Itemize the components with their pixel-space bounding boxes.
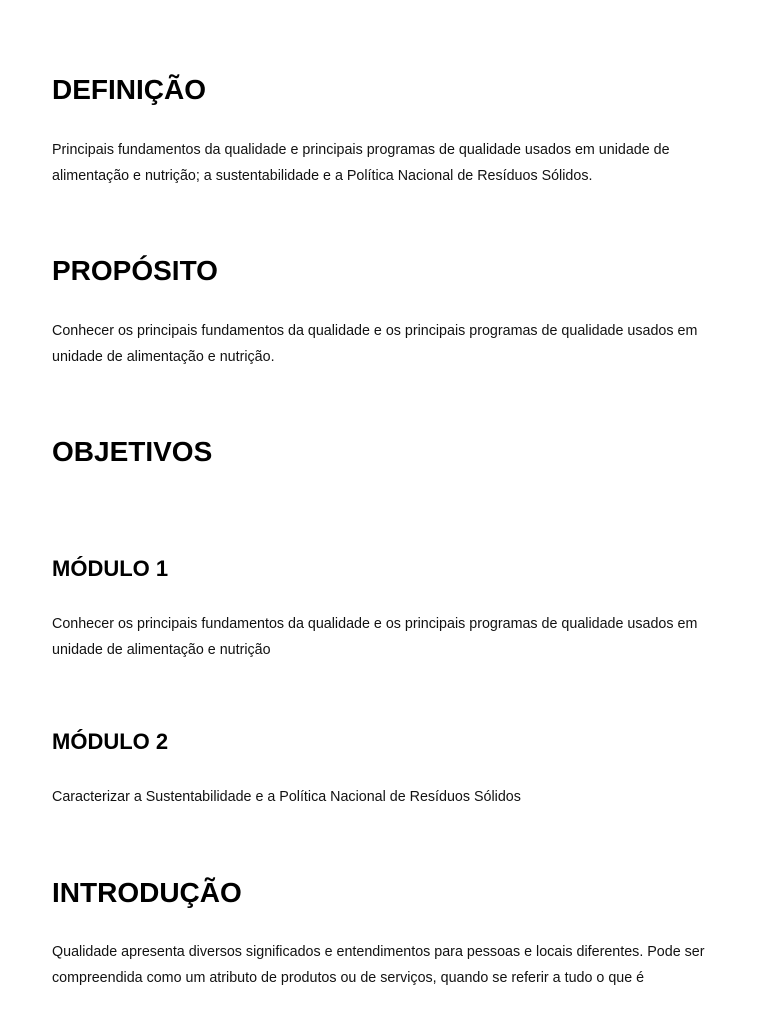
heading-definicao: DEFINIÇÃO bbox=[52, 74, 206, 105]
paragraph-modulo-2: Caracterizar a Sustentabilidade e a Política Nacional de Resíduos Sólidos bbox=[52, 789, 521, 805]
heading-objetivos: OBJETIVOS bbox=[52, 436, 213, 467]
paragraph-proposito: Conhecer os principais fundamentos da qualidade e os principais programas de qualidade usados em unidade de alimentação e nutrição. bbox=[52, 323, 698, 365]
paragraph-introducao: Qualidade apresenta diversos significados e entendimentos para pessoas e locais diferentes. Pode ser compreendida como um atributo de produtos ou de serviços, quando se referir a tudo o que é bbox=[52, 944, 705, 986]
paragraph-modulo-1: Conhecer os principais fundamentos da qualidade e os principais programas de qualidade usados em unidade de alimentação e nutrição bbox=[52, 616, 698, 658]
heading-modulo-2: MÓDULO 2 bbox=[52, 729, 169, 754]
heading-introducao: INTRODUÇÃO bbox=[52, 877, 242, 908]
paragraph-definicao: Principais fundamentos da qualidade e principais programas de qualidade usados em unidade de alimentação e nutrição; a sustentabilidade e a Política Nacional de Resíduos Sólidos. bbox=[52, 142, 670, 184]
heading-proposito: PROPÓSITO bbox=[52, 255, 218, 286]
heading-modulo-1: MÓDULO 1 bbox=[52, 556, 169, 581]
